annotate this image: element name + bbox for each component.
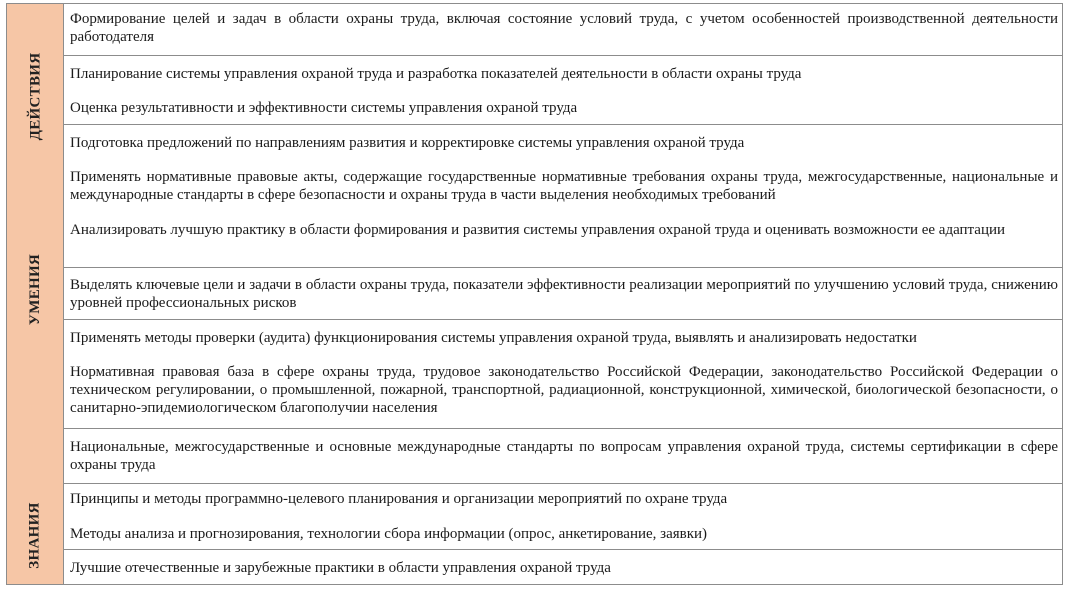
table-row (64, 4, 1062, 56)
items-column (64, 4, 1062, 584)
table-row (64, 484, 1062, 550)
table-row (64, 125, 1062, 268)
list-item: Принципы и методы программно-целевого планирования и организации мероприятий по охране труда (70, 491, 728, 507)
list-item: Национальные, межгосударственные и основные международные стандарты по вопросам управления охраной труда, системы сертификации в сфере охраны труда (70, 439, 1058, 473)
list-item: Подготовка предложений по направлениям развития и корректировке системы управления охраной труда (70, 135, 745, 151)
table-row (64, 550, 1062, 586)
list-item: Применять нормативные правовые акты, содержащие государственные нормативные требования охраны труда, межгосударственные, национальные и международные стандарты в сфере безопасности и охраны труда в части выделения необходимых требований (70, 169, 1058, 203)
category-column (7, 4, 64, 584)
table-row (64, 429, 1062, 484)
list-item: Применять методы проверки (аудита) функционирования системы управления охраной труда, выявлять и анализировать недостатки (70, 330, 917, 346)
list-item: Методы анализа и прогнозирования, технологии сбора информации (опрос, анкетирование, заявки) (70, 526, 708, 542)
category-actions: ДЕЙСТВИЯ (27, 52, 44, 141)
competency-table (6, 3, 1063, 585)
table-row (64, 320, 1062, 429)
list-item: Выделять ключевые цели и задачи в области охраны труда, показатели эффективности реализации мероприятий по улучшению условий труда, снижению уровней профессиональных рисков (70, 277, 1058, 311)
category-knowledge: ЗНАНИЯ (27, 501, 44, 569)
list-item: Анализировать лучшую практику в области формирования и развития системы управления охраной труда и оценивать возможности ее адаптации (70, 222, 1006, 238)
table-row (64, 268, 1062, 320)
category-skills: УМЕНИЯ (27, 253, 44, 325)
table-row (64, 56, 1062, 125)
list-item: Лучшие отечественные и зарубежные практики в области управления охраной труда (70, 560, 611, 576)
list-item: Нормативная правовая база в сфере охраны труда, трудовое законодательство Российской Федерации, законодательство Российской Федерации о техническом регулировании, о промышленной, пожарной, транспортной, радиационной, конструкционной, химической, биологической безопасности, о санитарно-эпидемиологическом благополучии населения (70, 364, 1058, 416)
list-item: Оценка результативности и эффективности системы управления охраной труда (70, 100, 578, 116)
list-item: Планирование системы управления охраной труда и разработка показателей деятельности в области охраны труда (70, 66, 802, 82)
list-item: Формирование целей и задач в области охраны труда, включая состояние условий труда, с учетом особенностей производственной деятельности работодателя (70, 11, 1058, 45)
